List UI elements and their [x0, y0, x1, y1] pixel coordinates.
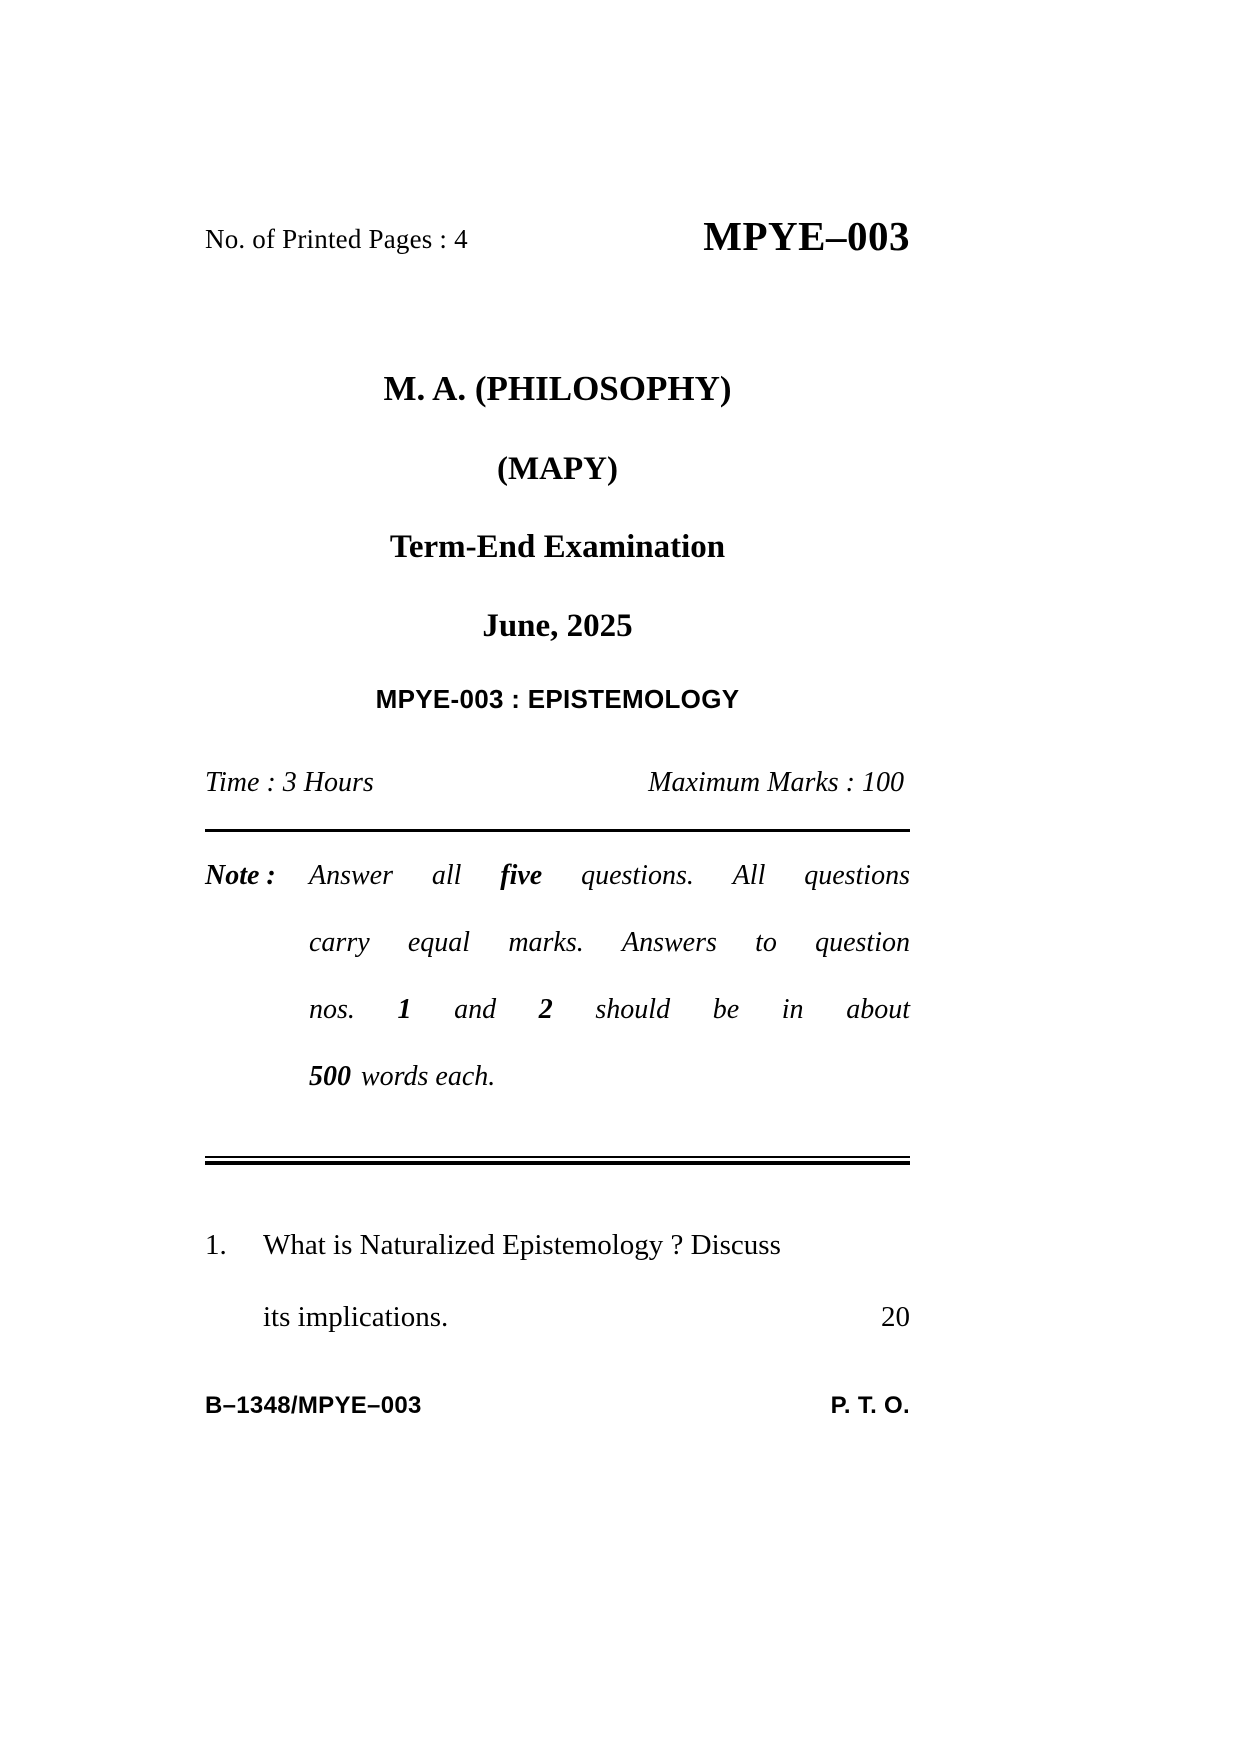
- exam-info-row: [205, 767, 910, 807]
- question-marks: 20: [881, 1300, 910, 1333]
- note-word-emphasis: 2: [538, 993, 553, 1025]
- note-line-2: [309, 926, 910, 996]
- question-list: [205, 1228, 910, 1375]
- programme-code: (MAPY): [497, 450, 618, 487]
- note-word: be: [712, 993, 740, 1025]
- note-body: [309, 859, 910, 929]
- note-word: questions.: [581, 859, 694, 891]
- note-word: carry: [309, 926, 370, 958]
- note-word: in: [781, 993, 804, 1025]
- note-first-row: [205, 859, 910, 929]
- exam-duration: Time : 3 Hours: [205, 766, 374, 798]
- question-text-line-2: [263, 1300, 910, 1375]
- note-word: should: [595, 993, 671, 1025]
- course-code-heading: MPYE–003: [703, 213, 910, 259]
- note-line-4: [309, 1060, 910, 1130]
- question-number: 1.: [205, 1228, 227, 1261]
- note-word: Answer: [309, 859, 393, 891]
- note-word: equal: [407, 926, 471, 958]
- note-word: All: [732, 859, 766, 891]
- divider-rule-thick: [205, 1161, 910, 1165]
- note-word-emphasis: five: [500, 859, 543, 891]
- note-word: all: [431, 859, 462, 891]
- footer-pto-label: P. T. O.: [830, 1392, 910, 1419]
- question-item: [205, 1228, 910, 1375]
- note-word: marks.: [508, 926, 584, 958]
- question-text: What is Naturalized Epistemology ? Discuss: [263, 1228, 781, 1261]
- note-continuation: [309, 926, 910, 1130]
- note-word: question: [815, 926, 910, 958]
- programme-title: M. A. (PHILOSOPHY): [383, 369, 732, 408]
- exam-maximum-marks: Maximum Marks : 100: [648, 766, 904, 798]
- note-word: nos.: [309, 993, 355, 1025]
- question-text: its implications.: [263, 1300, 449, 1333]
- note-word: to: [755, 926, 777, 958]
- question-text-line-1: [263, 1228, 910, 1303]
- footer-paper-code: B–1348/MPYE–003: [205, 1392, 422, 1419]
- instructions-note: [205, 859, 910, 1130]
- note-label: Note :: [205, 859, 276, 891]
- title-block: [205, 371, 910, 715]
- note-word: and: [454, 993, 497, 1025]
- page-content: [205, 0, 910, 1375]
- page-header: [205, 212, 910, 276]
- page-footer: [205, 1392, 910, 1428]
- printed-pages-label: No. of Printed Pages : 4: [205, 224, 468, 254]
- examination-session: June, 2025: [482, 608, 633, 645]
- note-word: questions: [804, 859, 910, 891]
- note-word: about: [846, 993, 910, 1025]
- note-word: words each.: [361, 1060, 496, 1092]
- note-line-1: [309, 859, 910, 929]
- note-word-emphasis: 1: [397, 993, 412, 1025]
- note-line-3: [309, 993, 910, 1063]
- subject-heading: MPYE-003 : EPISTEMOLOGY: [375, 683, 740, 714]
- examination-type: Term-End Examination: [389, 529, 726, 566]
- divider-rule-top: [205, 829, 910, 832]
- note-word-emphasis: 500: [309, 1060, 351, 1092]
- divider-rule-double: [205, 1156, 910, 1165]
- note-word: Answers: [621, 926, 717, 958]
